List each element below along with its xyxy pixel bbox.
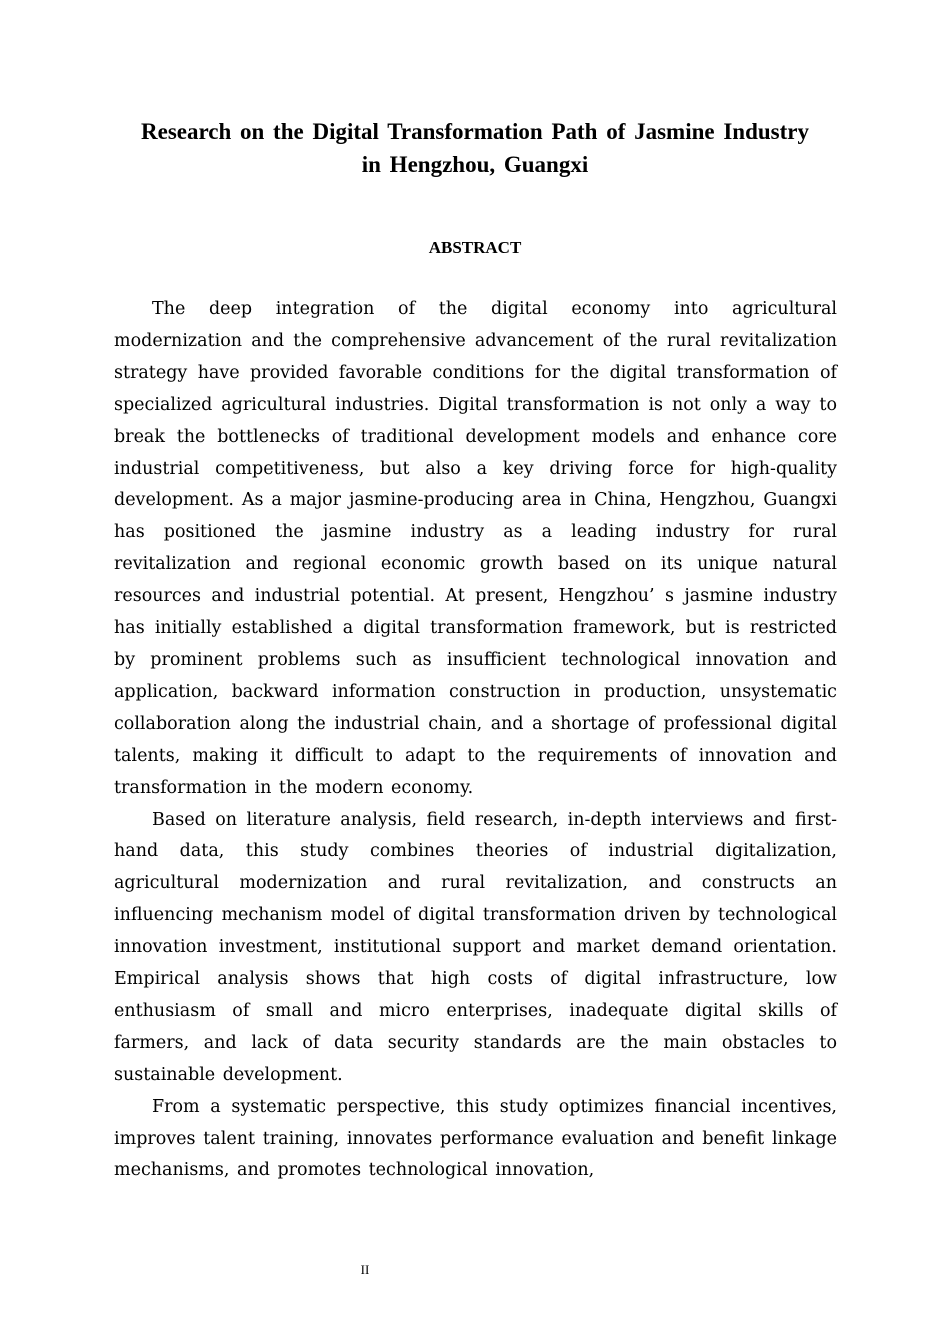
page-number: II <box>360 1262 370 1277</box>
abstract-heading: ABSTRACT <box>428 238 522 257</box>
abstract-paragraph-1: The deep integration of the digital economy into agricultural modernization and the comprehensive advancement of the rural revitalization strategy have provided favorable conditions for the digital transformation of specialized agricultural industries. Digital transformation is not only a way to break the bottlenecks of traditional development models and enhance core industrial competitiveness, but also a key driving force for high-quality development. As a major jasmine-producing area in China, Hengzhou, Guangxi has positioned the jasmine industry as a leading industry for rural revitalization and regional economic growth based on its unique natural resources and industrial potential. At present, Hengzhou’ s jasmine industry has initially established a digital transformation framework, but is restricted by prominent problems such as insufficient technological innovation and application, backward information construction in production, unsystematic collaboration along the industrial chain, and a shortage of professional digital talents, making it difficult to adapt to the requirements of innovation and transformation in the modern economy. <box>114 299 837 798</box>
abstract-paragraph-2: Based on literature analysis, field research, in-depth interviews and first-hand data, this study combines theories of industrial digitalization, agricultural modernization and rural revitalization, and constructs an influencing mechanism model of digital transformation driven by technological innovation investment, institutional support and market demand orientation. Empirical analysis shows that high costs of digital infrastructure, low enthusiasm of small and micro enterprises, inadequate digital skills of farmers, and lack of data security standards are the main obstacles to sustainable development. <box>114 809 837 1085</box>
document-title: Research on the Digital Transformation Path of Jasmine Industry in Hengzhou, Guangxi <box>141 119 809 177</box>
abstract-body <box>114 294 837 1187</box>
abstract-paragraph-3: From a systematic perspective, this study optimizes financial incentives, improves talent training, innovates performance evaluation and benefit linkage mechanisms, and promotes technological innovation, <box>114 1096 837 1181</box>
